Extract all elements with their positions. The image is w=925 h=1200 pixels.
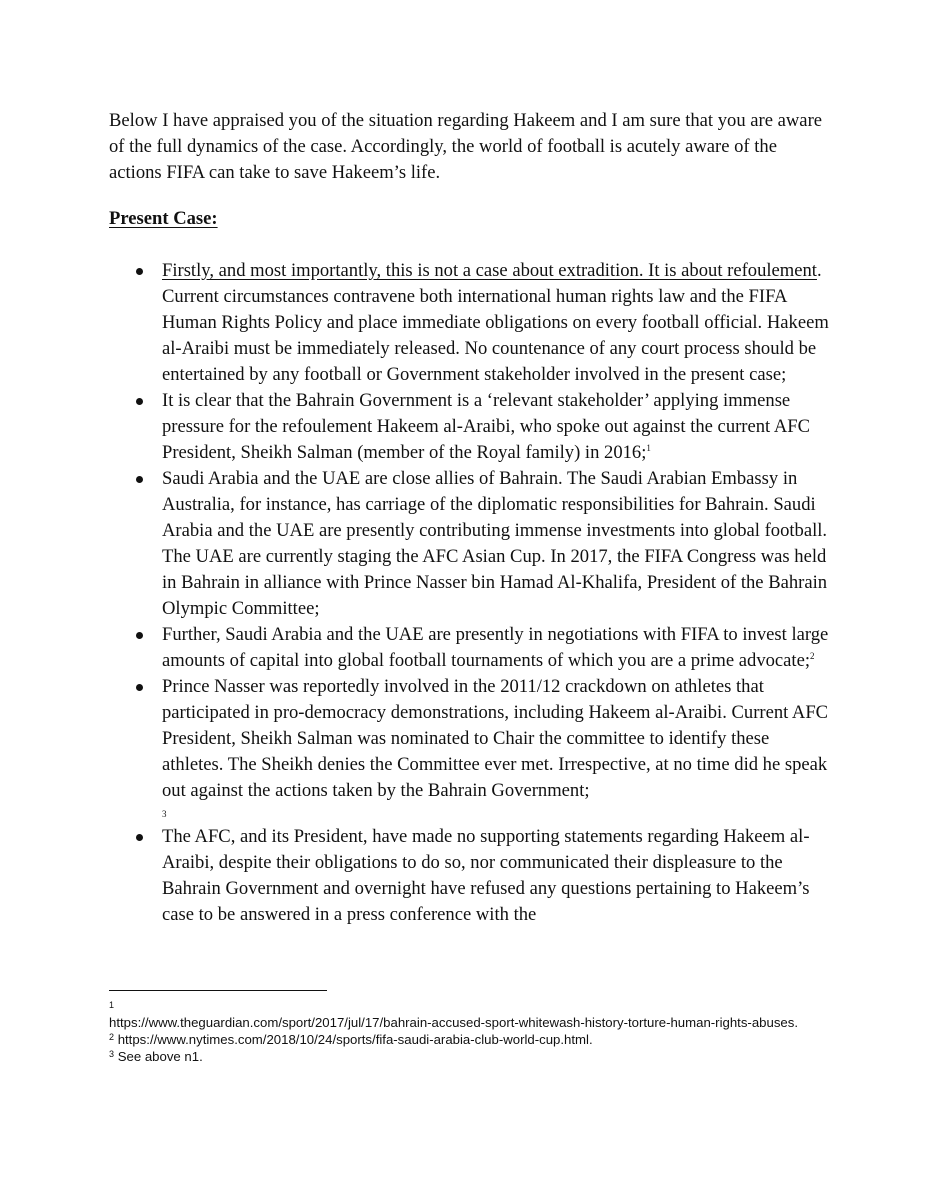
footnote-separator: [109, 990, 327, 991]
bullet-dot: [136, 476, 143, 483]
bullet-item-6: [109, 824, 829, 928]
intro-paragraph: Below I have appraised you of the situation regarding Hakeem and I am sure that you are aware of the full dynamics of the case. Accordingly, the world of football is acutely aware of the actions FIFA can take to save Hakeem’s life.: [109, 110, 823, 183]
footnote-ref-1[interactable]: 1: [646, 443, 651, 453]
bullet-dot: [136, 684, 143, 691]
footnote-1-link[interactable]: https://www.theguardian.com/sport/2017/jul/17/bahrain-accused-sport-whitewash-history-torture-human-rights-abuses.: [109, 1015, 799, 1030]
bullet-dot: [136, 632, 143, 639]
footnote-2: [109, 1031, 829, 1048]
footnote-number-2: 2: [109, 1032, 115, 1042]
footnote-number-3: 3: [109, 1049, 115, 1059]
section-heading: Present Case:: [109, 208, 218, 229]
bullet-text: . Current circumstances contravene both international human rights law and the FIFA Human Rights Policy and place immediate obligations on every football official. Hakeem al-Araibi must be immediately released. No countenance of any court process should be entertained by any football or Government stakeholder involved in the present case;: [162, 260, 829, 385]
footnote-2-link[interactable]: https://www.nytimes.com/2018/10/24/sports/fifa-saudi-arabia-club-world-cup.html.: [117, 1032, 593, 1047]
bullet-text: Saudi Arabia and the UAE are close allies of Bahrain. The Saudi Arabian Embassy in Australia, for instance, has carriage of the diplomatic responsibilities for Bahrain. Saudi Arabia and the UAE are presently contributing immense investments into global football. The UAE are currently staging the AFC Asian Cup. In 2017, the FIFA Congress was held in Bahrain in alliance with Prince Nasser bin Hamad Al-Khalifa, President of the Bahrain Olympic Committee;: [162, 468, 828, 619]
bullet-dot: [136, 398, 143, 405]
footnote-number-1: 1: [109, 1000, 115, 1010]
bullet-item-3: [109, 466, 829, 622]
footnote-ref-3[interactable]: 3: [162, 809, 167, 819]
footnotes: [109, 998, 829, 1065]
footnote-3: [109, 1048, 829, 1065]
bullet-item-4: [109, 622, 829, 674]
bullet-dot: [136, 834, 143, 841]
bullet-item-5: [109, 674, 829, 824]
bullet-text: Further, Saudi Arabia and the UAE are presently in negotiations with FIFA to invest large amounts of capital into global football tournaments of which you are a prime advocate;: [162, 624, 829, 671]
bullet-list: [109, 258, 829, 928]
footnote-3-text: See above n1.: [117, 1049, 203, 1064]
underlined-text: Firstly, and most importantly, this is not a case about extradition. It is about refoulement: [162, 260, 817, 281]
bullet-dot: [136, 268, 143, 275]
bullet-text: It is clear that the Bahrain Government is a ‘relevant stakeholder’ applying immense pressure for the refoulement Hakeem al-Araibi, who spoke out against the current AFC President, Sheikh Salman (member of the Royal family) in 2016;: [162, 390, 811, 463]
footnote-ref-2[interactable]: 2: [810, 651, 815, 661]
bullet-text: Prince Nasser was reportedly involved in the 2011/12 crackdown on athletes that participated in pro-democracy demonstrations, including Hakeem al-Araibi. Current AFC President, Sheikh Salman was nominated to Chair the committee to identify these athletes. The Sheikh denies the Committee ever met. Irrespective, at no time did he speak out against the actions taken by the Bahrain Government;: [162, 676, 829, 801]
bullet-item-2: [109, 388, 829, 466]
bullet-text: The AFC, and its President, have made no supporting statements regarding Hakeem al-Araibi, despite their obligations to do so, nor communicated their displeasure to the Bahrain Government and overnight have refused any questions pertaining to Hakeem’s case to be answered in a press conference with the: [162, 826, 810, 925]
bullet-item-1: [109, 258, 829, 388]
